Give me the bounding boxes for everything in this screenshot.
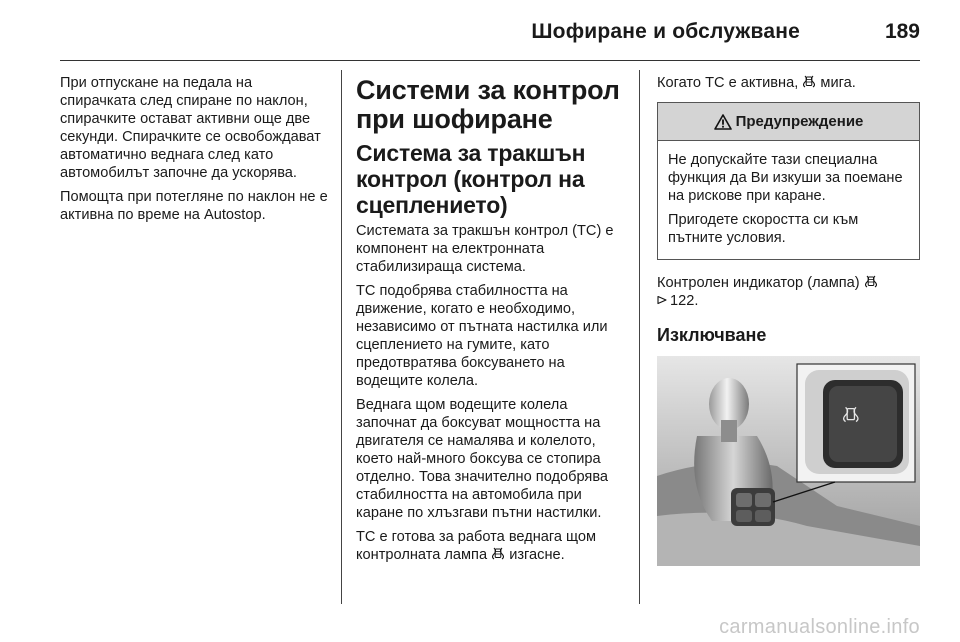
warning-text-speed: Пригодете скоростта си към пътните условия. xyxy=(668,212,859,246)
warning-box xyxy=(657,102,920,260)
indicator-text: Контролен индикатор (лампа) xyxy=(657,275,860,291)
column-middle xyxy=(356,74,628,570)
paragraph-tc-definition: Системата за тракшън контрол (TC) е компонент на електронната стабилизираща система. xyxy=(356,223,614,275)
paragraph-brake-release: При отпускане на педала на спирачката след спиране по наклон, спирачките остават активни още две секунди. Спирачките се освобождават автоматично веднага след като автомобилът започне да ускорява. xyxy=(60,75,321,181)
paragraph-tc-active xyxy=(657,74,921,92)
tc-indicator-icon xyxy=(803,75,815,88)
warning-text-risk: Не допускайте тази специална функция да Ви изкуши за поемане на рискове при каране. xyxy=(668,152,903,204)
watermark-text: carmanualsonline.info xyxy=(719,616,920,638)
column-right xyxy=(657,74,921,566)
section-heading: Системи за контрол при шофиране xyxy=(356,75,620,134)
subheading-switch-off: Изключване xyxy=(657,325,767,345)
tc-indicator-icon xyxy=(865,275,877,288)
column-divider-1 xyxy=(341,70,342,604)
column-left xyxy=(60,74,332,230)
paragraph-hill-start-autostop: Помощта при потегляне по наклон не е активна по време на Autostop. xyxy=(60,189,328,223)
paragraph-tc-stability: TC подобрява стабилността на движение, когато е необходимо, независимо от пътната настилка или сцеплението на гумите, като предотвратява боксуването на водещите колела. xyxy=(356,283,608,389)
warning-header xyxy=(658,103,919,141)
tc-active-text-end: мига. xyxy=(820,75,856,91)
paragraph-tc-wheelspin: Веднага щом водещите колела започнат да боксуват мощността на двигателя се намалява и колелото, което най-много боксува се стопира отделно. Това значително подобрява стабилността на автомобила при каране по хлъзгави пътни настилки. xyxy=(356,397,609,521)
paragraph-indicator xyxy=(657,274,921,292)
subsection-heading: Система за тракшън контрол (контрол на сцеплението) xyxy=(356,140,586,218)
page-number: 189 xyxy=(884,20,920,43)
tc-active-text: Когато TC е активна, xyxy=(657,75,799,91)
warning-triangle-icon xyxy=(714,114,732,130)
tc-button-photo xyxy=(657,356,920,566)
chapter-title: Шофиране и обслужване xyxy=(531,20,800,43)
page-reference-icon xyxy=(657,295,667,305)
tc-indicator-icon xyxy=(492,547,504,560)
warning-title: Предупреждение xyxy=(735,113,864,130)
paragraph-reference xyxy=(657,292,921,310)
paragraph-tc-ready xyxy=(356,528,628,564)
header-divider xyxy=(60,60,920,61)
column-divider-2 xyxy=(639,70,640,604)
tc-ready-text-end: изгасне. xyxy=(509,547,565,563)
reference-page-link[interactable]: 122. xyxy=(670,293,699,309)
warning-body xyxy=(658,141,919,259)
tc-ready-text: TC е готова за работа веднага щом контролната лампа xyxy=(356,529,597,563)
page-header xyxy=(60,16,920,62)
